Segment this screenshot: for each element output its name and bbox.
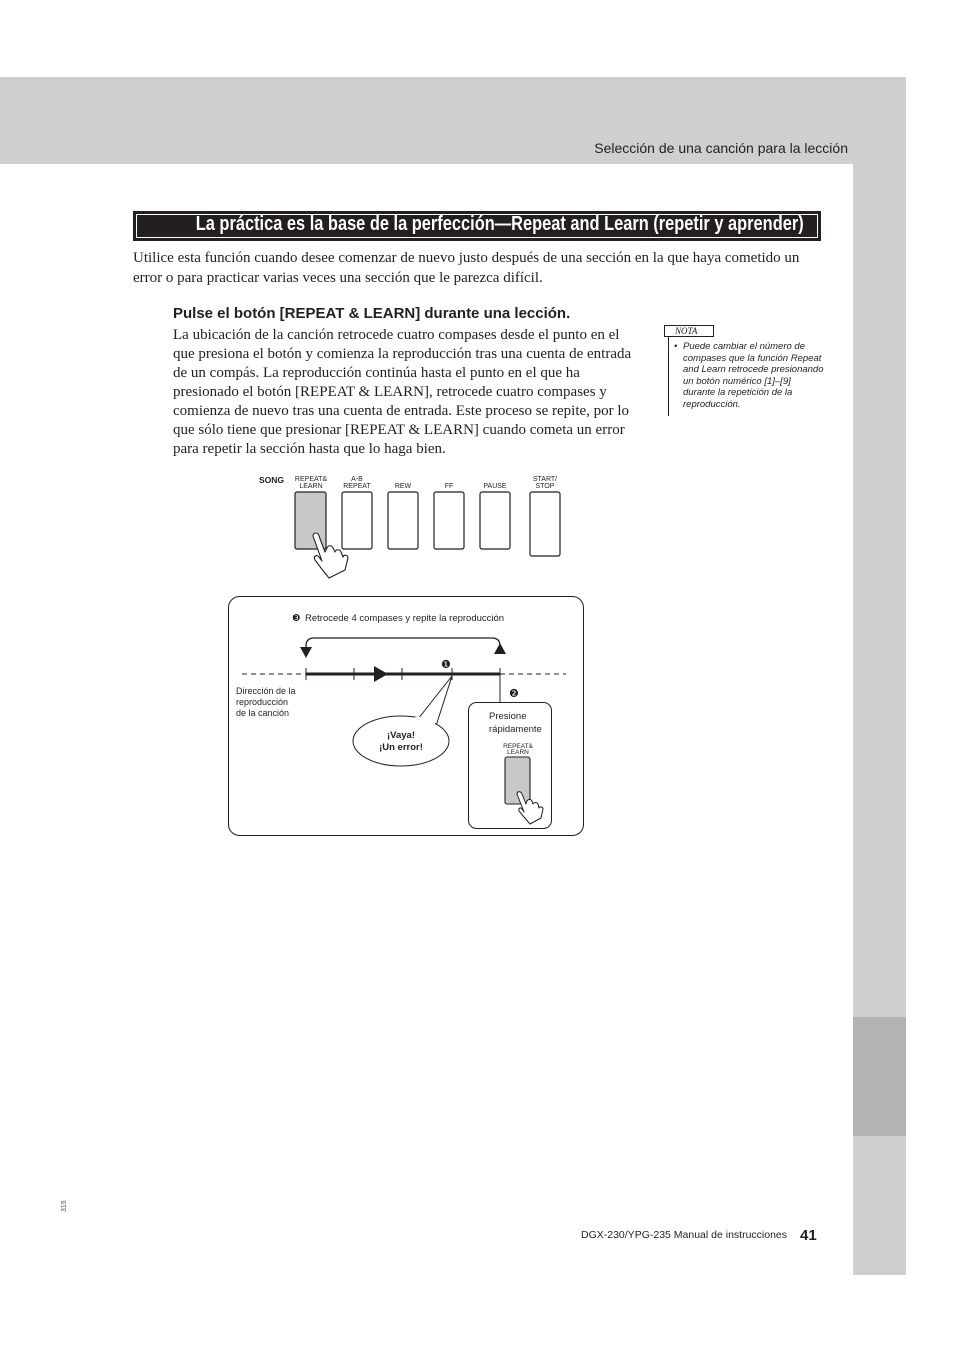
- ff-button[interactable]: [434, 483, 464, 549]
- step3-text: Retrocede 4 compases y repite la reproducción: [305, 613, 505, 624]
- nota-body: Puede cambiar el número de compases que la función Repeat and Learn retrocede presionando un botón numérico [1]–[9] durante la repetición de la reproducción.: [683, 341, 824, 410]
- svg-text:START/: START/: [532, 476, 558, 483]
- pause-button[interactable]: [480, 483, 510, 549]
- running-head: Selección de una canción para la lección: [594, 140, 848, 156]
- step-body: La ubicación de la canción retrocede cuatro compases desde el punto en el que presiona el botón y comienza la reproducción tras una cuenta de entrada de un compás. La reproducción continúa hasta el punto en el que ha presionado el botón [REPEAT & LEARN], retrocede cuatro compases y comienza de nuevo tras una cuenta de entrada. Este proceso se repite, por lo que sólo tiene que presionar [REPEAT & LEARN] cuando cometa un error para repetir la sección hasta que lo haga bien.: [173, 327, 632, 457]
- svg-text:LEARN: LEARN: [507, 749, 529, 756]
- repeat-learn-diagram: [228, 596, 584, 837]
- svg-text:REW: REW: [394, 483, 412, 490]
- page-number: 41: [800, 1227, 817, 1244]
- svg-text:FF: FF: [444, 483, 454, 490]
- svg-text:REPEAT&: REPEAT&: [503, 743, 533, 750]
- section-title-bar: [133, 211, 821, 241]
- intro-paragraph: Utilice esta función cuando desee comenzar de nuevo justo después de una sección en la que haya cometido un error o para practicar varias veces una sección que le parezca difícil.: [133, 250, 800, 286]
- rew-button[interactable]: [388, 483, 418, 549]
- song-label: SONG: [259, 475, 285, 485]
- svg-text:A-B: A-B: [351, 476, 363, 483]
- nota-bullet: •: [674, 341, 678, 352]
- ab-repeat-button[interactable]: [342, 476, 372, 549]
- svg-text:LEARN: LEARN: [299, 483, 323, 490]
- direction-label-1: Dirección de la: [236, 686, 296, 696]
- bubble-text-1: ¡Vaya!: [387, 730, 415, 741]
- side-code: 315: [61, 1200, 68, 1212]
- step3-marker: ❸: [292, 613, 301, 624]
- direction-label-3: de la canción: [236, 708, 290, 718]
- song-button-panel: [255, 470, 575, 560]
- repeat-learn-button[interactable]: [295, 476, 327, 549]
- direction-label-2: reproducción: [236, 697, 289, 707]
- chapter-tab: [853, 1017, 906, 1136]
- svg-text:PAUSE: PAUSE: [483, 483, 507, 490]
- step-title: Pulse el botón [REPEAT & LEARN] durante una lección.: [173, 305, 571, 322]
- marker-2: ❷: [509, 688, 519, 700]
- press-text-1: Presione: [489, 711, 527, 722]
- section-title: La práctica es la base de la perfección—Repeat and Learn (repetir y aprender): [195, 213, 804, 235]
- bubble-text-2: ¡Un error!: [379, 742, 423, 753]
- press-text-2: rápidamente: [489, 724, 542, 735]
- nota-text: [674, 341, 824, 411]
- footer-manual-title: DGX-230/YPG-235 Manual de instrucciones: [581, 1229, 788, 1241]
- svg-text:REPEAT: REPEAT: [343, 483, 371, 490]
- nota-rule: [668, 337, 669, 416]
- nota-label: NOTA: [664, 325, 714, 337]
- marker-1: ❶: [441, 659, 451, 671]
- start-stop-button[interactable]: [530, 476, 560, 556]
- svg-text:STOP: STOP: [535, 483, 555, 490]
- svg-text:REPEAT&: REPEAT&: [294, 476, 328, 483]
